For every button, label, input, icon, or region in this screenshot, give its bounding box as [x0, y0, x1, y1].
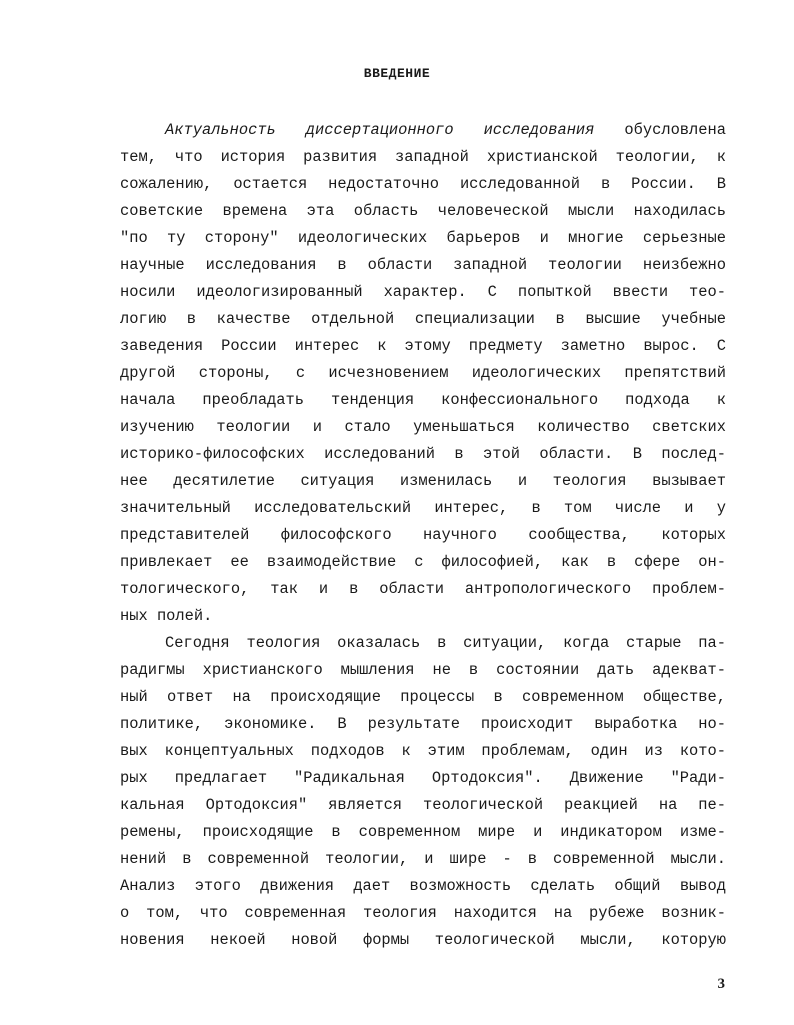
- page-title: ВВЕДЕНИЕ: [363, 66, 431, 81]
- paragraph-2-line: нений в современной теологии, и шире - в современной мысли.: [120, 850, 726, 868]
- paragraph-2-line: кальная Ортодоксия" является теологической реакцией на пе-: [120, 796, 726, 814]
- paragraph-2-line: Сегодня теология оказалась в ситуации, когда старые па-: [165, 634, 726, 652]
- paragraph-1-line: советские времена эта область человеческой мысли находилась: [120, 202, 726, 220]
- paragraph-1-line: изучению теологии и стало уменьшаться количество светских: [120, 418, 726, 436]
- paragraph-1-line: носили идеологизированный характер. С попыткой ввести тео-: [120, 283, 726, 301]
- paragraph-1-line: Актуальность диссертационного исследования обусловлена: [165, 121, 726, 139]
- paragraph-1-line: представителей философского научного сообщества, которых: [120, 526, 726, 544]
- paragraph-1-line: заведения России интерес к этому предмету заметно вырос. С: [120, 337, 726, 355]
- paragraph-2-line: Анализ этого движения дает возможность сделать общий вывод: [120, 877, 726, 895]
- paragraph-1-line: нее десятилетие ситуация изменилась и теология вызывает: [120, 472, 726, 490]
- paragraph-2-line: новения некоей новой формы теологической мысли, которую: [120, 931, 726, 949]
- paragraph-2-line: радигмы христианского мышления не в состоянии дать адекват-: [120, 661, 726, 679]
- emphasis-text: Актуальность диссертационного исследования: [165, 121, 595, 139]
- paragraph-2-line: ремены, происходящие в современном мире и индикатором изме-: [120, 823, 726, 841]
- paragraph-2-line: вых концептуальных подходов к этим проблемам, один из кото-: [120, 742, 726, 760]
- paragraph-1-line: сожалению, остается недостаточно исследованной в России. В: [120, 175, 726, 193]
- paragraph-2-line: о том, что современная теология находится на рубеже возник-: [120, 904, 726, 922]
- paragraph-1-line: историко-философских исследований в этой области. В послед-: [120, 445, 726, 463]
- body-text: [120, 117, 726, 954]
- paragraph-1-line: привлекает ее взаимодействие с философией, как в сфере он-: [120, 553, 726, 571]
- paragraph-1-line: другой стороны, с исчезновением идеологических препятствий: [120, 364, 726, 382]
- paragraph-1-line: начала преобладать тенденция конфессионального подхода к: [120, 391, 726, 409]
- paragraph-1-line: научные исследования в области западной теологии неизбежно: [120, 256, 726, 274]
- paragraph-1-line: "по ту сторону" идеологических барьеров и многие серьезные: [120, 229, 726, 247]
- paragraph-1-line: тем, что история развития западной христианской теологии, к: [120, 148, 726, 166]
- paragraph-2-line: ный ответ на происходящие процессы в современном обществе,: [120, 688, 726, 706]
- paragraph-1-line: логию в качестве отдельной специализации в высшие учебные: [120, 310, 726, 328]
- paragraph-1-line: значительный исследовательский интерес, в том числе и у: [120, 499, 726, 517]
- page-number: 3: [717, 976, 725, 992]
- paragraph-1-line: тологического, так и в области антропологического проблем-: [120, 580, 726, 598]
- paragraph-2-line: рых предлагает "Радикальная Ортодоксия". Движение "Ради-: [120, 769, 726, 787]
- paragraph-2-line: политике, экономике. В результате происходит выработка но-: [120, 715, 726, 733]
- paragraph-1-line: ных полей.: [120, 607, 213, 625]
